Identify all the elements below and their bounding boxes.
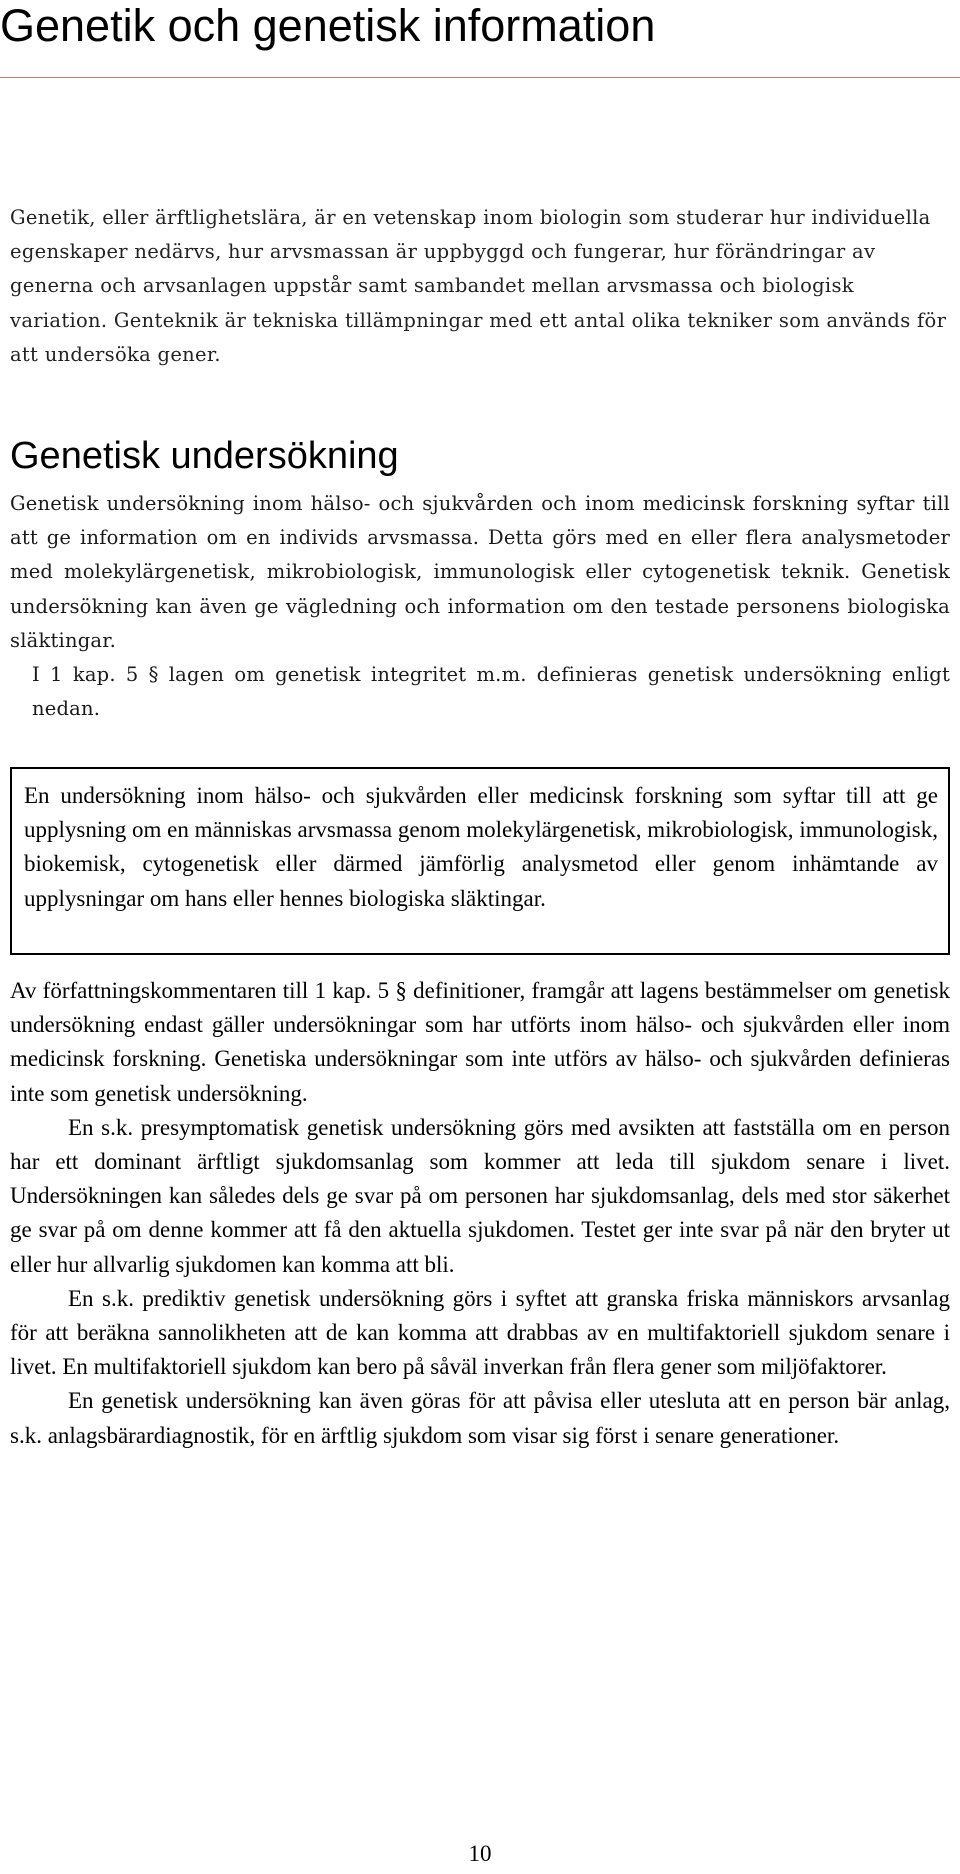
document-title: Genetik och genetisk information bbox=[0, 0, 656, 51]
page-number: 10 bbox=[468, 1841, 492, 1866]
commentary-paragraph: Av författningskommentaren till 1 kap. 5 § definitioner, framgår att lagens bestämmelser om genetisk undersökning endast gäller undersökningar som har utförts inom hälso- och sjukvården eller inom medicinsk forskning. Genetiska undersökningar som inte utförs av hälso- och sjukvården definieras inte som genetisk undersökning. bbox=[10, 978, 950, 1106]
law-reference-paragraph: I 1 kap. 5 § lagen om genetisk integritet m.m. definieras genetisk undersökning enligt nedan. bbox=[32, 663, 950, 721]
section-heading: Genetisk undersökning bbox=[10, 435, 399, 477]
presymptomatic-paragraph: En s.k. presymptomatisk genetisk undersökning görs med avsikten att fastställa om en person har ett dominant ärftligt sjukdomsanlag som kommer att leda till sjukdom senare i livet. Undersökningen kan således dels ge svar på om personen har sjukdomsanlag, dels med stor säkerhet ge svar på om denne kommer att få den aktuella sjukdomen. Testet ger inte svar på när den bryter ut eller hur allvarlig sjukdomen kan komma att bli. bbox=[10, 1114, 950, 1277]
title-divider bbox=[0, 77, 960, 78]
predictive-paragraph: En s.k. prediktiv genetisk undersökning görs i syftet att granska friska människors arvsanlag för att beräkna sannolikheten att de kan komma att drabbas av en multifaktoriell sjukdom senare i livet. En multifaktoriell sjukdom kan bero på såväl inverkan från flera gener som miljöfaktorer. bbox=[10, 1285, 950, 1380]
carrier-paragraph: En genetisk undersökning kan även göras för att påvisa eller utesluta att en person bär anlag, s.k. anlagsbärardiagnostik, för en ärftlig sjukdom som visar sig först i senare generationer. bbox=[10, 1388, 950, 1448]
section-body bbox=[10, 487, 950, 726]
section-paragraph: Genetisk undersökning inom hälso- och sjukvården och inom medicinsk forskning syftar till att ge information om en individs arvsmassa. Detta görs med en eller flera analysmetoder med molekylärgenetisk, mikrobiologisk, immunologisk eller cytogenetisk teknik. Genetisk undersökning kan även ge vägledning och information om den testade personens biologiska släktingar. bbox=[10, 492, 950, 652]
definition-text: En undersökning inom hälso- och sjukvården eller medicinsk forskning som syftar till att ge upplysning om en människas arvsmassa genom molekylärgenetisk, mikrobiologisk, immunologisk, biokemisk, cytogenetisk eller därmed jämförlig analysmetod eller genom inhämtande av upplysningar om hans eller hennes biologiska släktingar. bbox=[24, 783, 938, 911]
definition-box bbox=[10, 767, 950, 955]
intro-paragraph: Genetik, eller ärftlighetslära, är en vetenskap inom biologin som studerar hur individuella egenskaper nedärvs, hur arvsmassan är uppbyggd och fungerar, hur förändringar av generna och arvsanlagen uppstår samt sambandet mellan arvsmassa och biologisk variation. Genteknik är tekniska tillämpningar med ett antal olika tekniker som används för att undersöka gener. bbox=[10, 206, 947, 366]
commentary-body bbox=[10, 974, 950, 1453]
